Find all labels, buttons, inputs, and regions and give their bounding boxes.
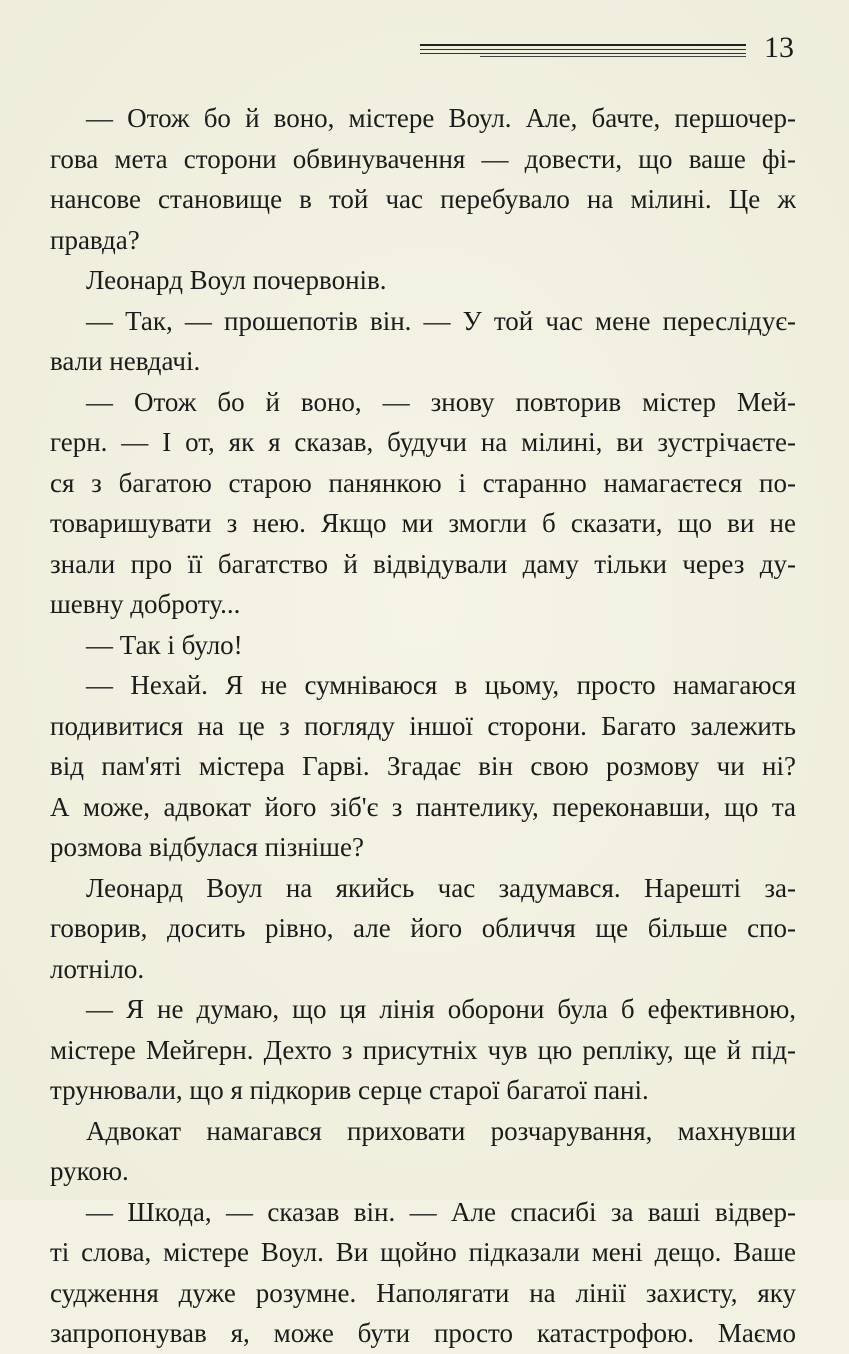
text-line: містере Мейгерн. Дехто з присутніх чув цю репліку, ще й під-	[50, 1034, 796, 1065]
text-line: правда?	[50, 224, 140, 255]
header-rule	[420, 44, 746, 58]
text-line: Леонард Воул почервонів.	[86, 265, 387, 295]
page-number: 13	[764, 31, 794, 64]
text-line: товаришувати з нею. Якщо ми змогли б сказати, що ви не	[50, 508, 796, 538]
body-text	[50, 98, 796, 1354]
page-header	[420, 30, 810, 70]
text-line: герн. — І от, як я сказав, будучи на мілині, ви зустрічаєте-	[50, 427, 796, 457]
text-line: — Отож бо й воно, — знову повторив містер Мей-	[86, 386, 796, 417]
text-line: — Так і було!	[86, 629, 243, 660]
text-line: ся з багатою старою панянкою і старанно намагаєтеся по-	[50, 467, 796, 498]
text-line: судження дуже розумне. Наполягати на лінії захисту, яку	[50, 1277, 796, 1308]
text-line: — Так, — прошепотів він. — У той час мене переслідує-	[86, 305, 796, 336]
text-line: Адвокат намагався приховати розчарування, махнувши	[86, 1115, 796, 1146]
text-line: А може, адвокат його зіб'є з пантелику, переконавши, що та	[50, 791, 796, 822]
text-line: трунювали, що я підкорив серце старої багатої пані.	[50, 1075, 649, 1105]
text-line: говорив, досить рівно, але його обличчя ще більше спо-	[50, 913, 796, 943]
text-line: від пам'яті містера Гарві. Згадає він свою розмову чи ні?	[50, 751, 796, 781]
text-line: подивитися на це з погляду іншої сторони. Багато залежить	[50, 710, 796, 741]
text-line: Леонард Воул на якийсь час задумався. Нарешті за-	[86, 872, 796, 903]
text-line: гова мета сторони обвинувачення — довести, що ваше фі-	[50, 143, 796, 174]
text-line: — Шкода, — сказав він. — Але спасибі за ваші відвер-	[86, 1196, 796, 1227]
text-line: нансове становище в той час перебувало на мілині. Це ж	[50, 184, 796, 214]
text-line: — Отож бо й воно, містере Воул. Але, бачте, першочер-	[86, 103, 796, 133]
text-line: — Я не думаю, що ця лінія оборони була б ефективною,	[86, 994, 796, 1024]
text-line: ті слова, містере Воул. Ви щойно підказали мені дещо. Ваше	[50, 1237, 796, 1267]
text-line: знали про її багатство й відвідували даму тільки через ду-	[50, 548, 796, 579]
text-line: лотніло.	[50, 953, 145, 984]
text-line: — Нехай. Я не сумніваюся в цьому, просто намагаюся	[86, 670, 796, 700]
text-line: запропонував я, може бути просто катастрофою. Маємо	[50, 1318, 796, 1348]
text-line: шевну доброту...	[50, 589, 241, 619]
text-line: вали невдачі.	[50, 346, 201, 376]
text-line: рукою.	[50, 1156, 129, 1186]
text-line: розмова відбулася пізніше?	[50, 832, 364, 862]
